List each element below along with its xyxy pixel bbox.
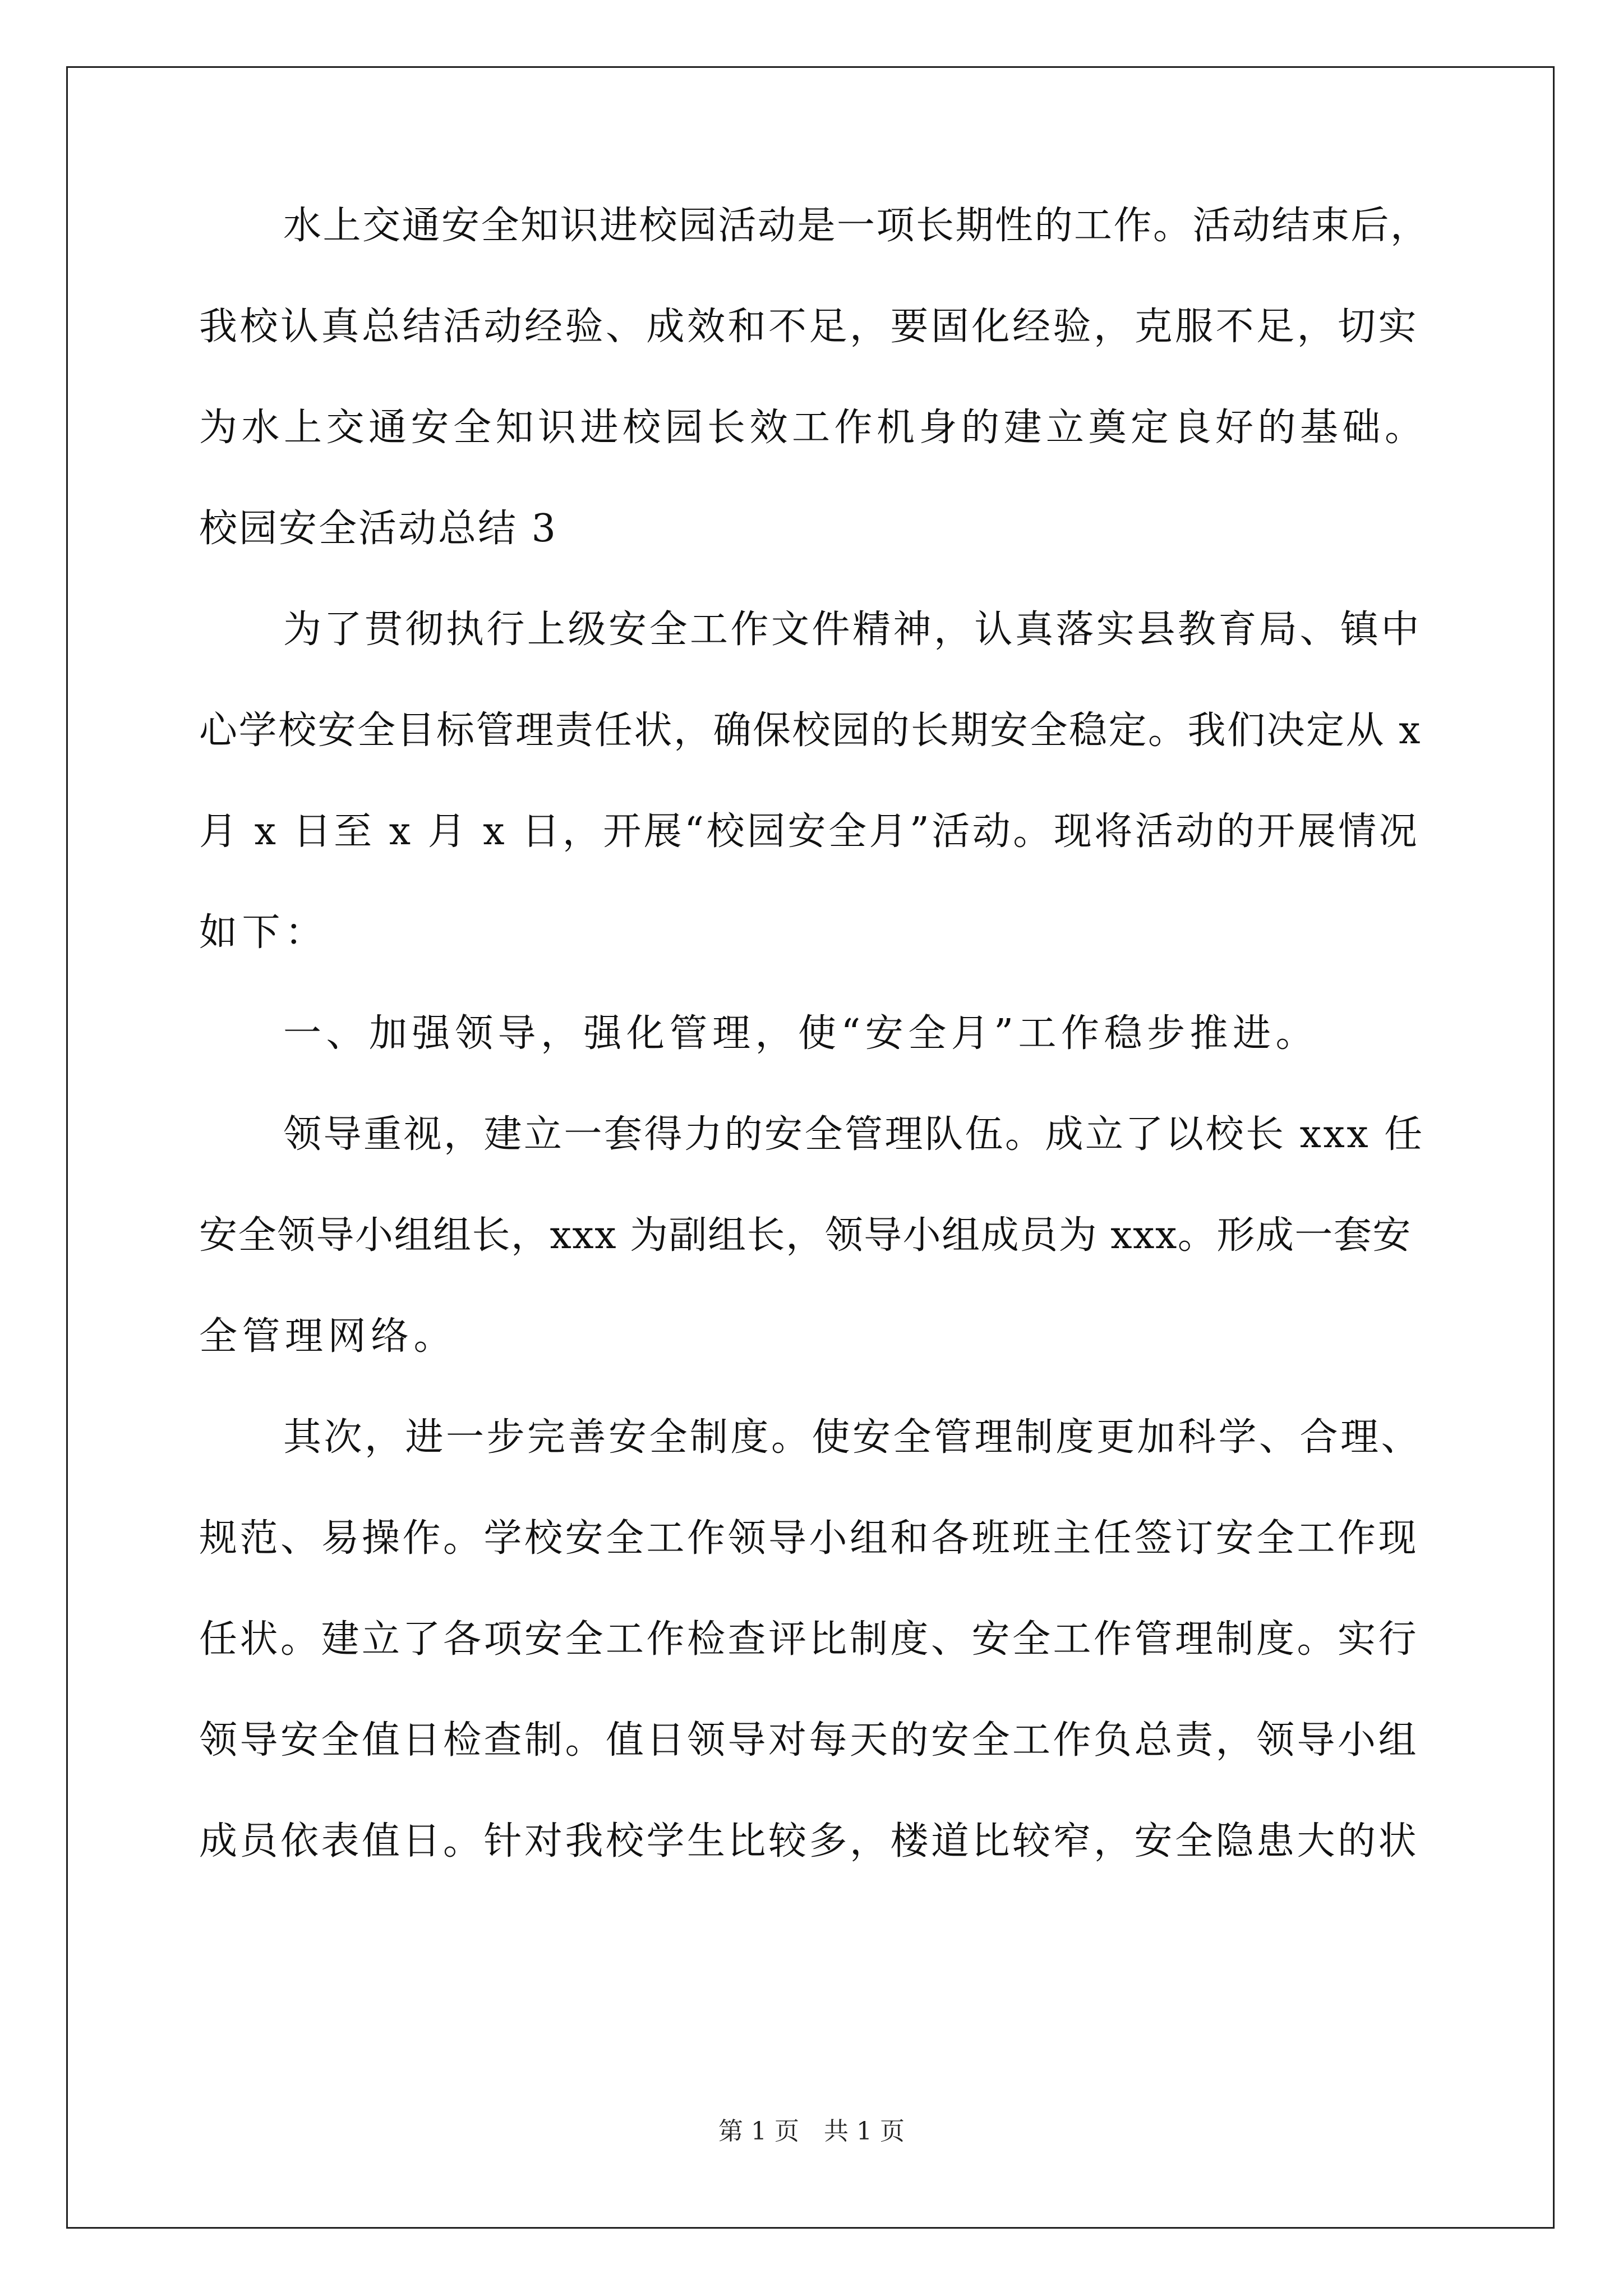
text-line: 领导安全值日检查制。值日领导对每天的安全工作负总责，领导小组 xyxy=(199,1718,1419,1763)
text-line: 全管理网络。 xyxy=(199,1314,457,1359)
text-line: 任状。建立了各项安全工作检查评比制度、安全工作管理制度。实行 xyxy=(199,1617,1419,1662)
text-line: 为了贯彻执行上级安全工作文件精神，认真落实县教育局、镇中 xyxy=(283,608,1422,652)
text-line: 水上交通安全知识进校园活动是一项长期性的工作。活动结束后， xyxy=(283,204,1430,248)
text-line: 其次，进一步完善安全制度。使安全管理制度更加科学、合理、 xyxy=(283,1415,1422,1460)
text-line: 为水上交通安全知识进校园长效工作机身的建立奠定良好的基础。 xyxy=(199,406,1427,450)
text-line: 成员依表值日。针对我校学生比较多，楼道比较窄，安全隐患大的状 xyxy=(199,1819,1419,1864)
text-line: 心学校安全目标管理责任状，确保校园的长期安全稳定。我们决定从 x xyxy=(199,708,1422,753)
text-line: 一、加强领导，强化管理，使“安全月”工作稳步推进。 xyxy=(283,1011,1319,1056)
text-line: 安全领导小组组长，xxx 为副组长，领导小组成员为 xxx。形成一套安 xyxy=(199,1213,1412,1258)
page-footer: 第 1 页 共 1 页 xyxy=(718,2117,905,2146)
text-line: 月 x 日至 x 月 x 日，开展“校园安全月”活动。现将活动的开展情况 xyxy=(199,809,1420,854)
text-line: 规范、易操作。学校安全工作领导小组和各班班主任签订安全工作现 xyxy=(199,1516,1419,1561)
text-line: 如下： xyxy=(199,910,328,955)
section-heading: 校园安全活动总结 3 xyxy=(199,507,557,551)
text-line: 领导重视，建立一套得力的安全管理队伍。成立了以校长 xxx 任 xyxy=(283,1112,1424,1157)
document-body xyxy=(199,199,1430,1916)
text-line: 我校认真总结活动经验、成效和不足，要固化经验，克服不足，切实 xyxy=(199,305,1419,349)
